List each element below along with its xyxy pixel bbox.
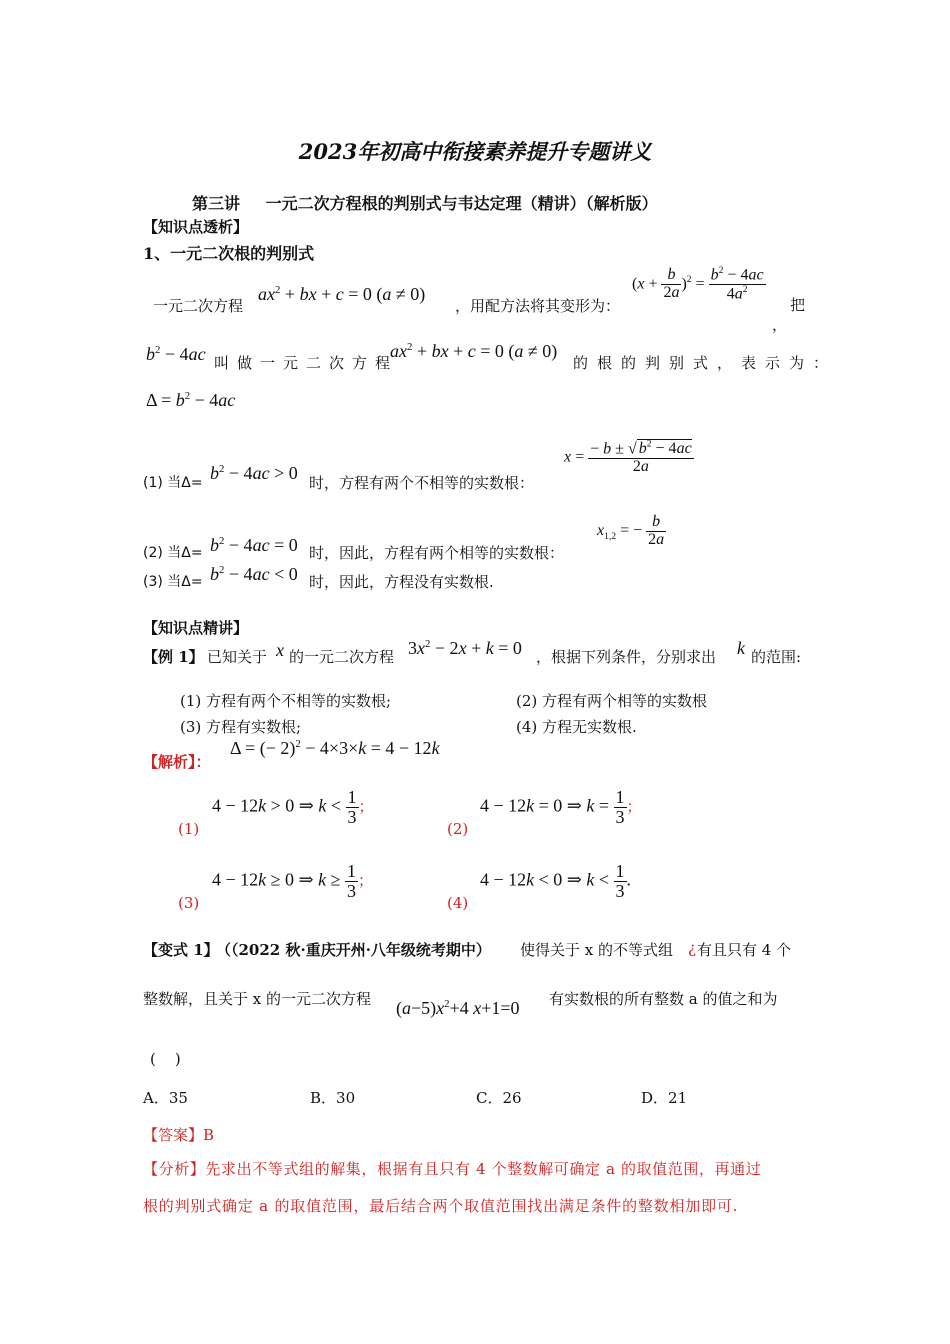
- example1-q2: (2) 方程有两个相等的实数根: [516, 692, 708, 710]
- example1-var-x: x: [276, 640, 284, 660]
- variant1-equation: $(a-5)x^2+4$ x+1=0: [396, 998, 520, 1018]
- jiexi-delta: Δ = (− 2)$^2$ − 4×3×k = 4 − 12k: [230, 738, 440, 758]
- variant1-line2-b: 有实数根的所有整数 a 的值之和为: [549, 990, 778, 1008]
- solution1: 4 − 12k > 0 ⇒ k < $\frac{1}{3}$ ；: [212, 787, 374, 827]
- variant1-text-a: 使得关于 x 的不等式组: [520, 941, 673, 959]
- jiexi-label: 【解析】：: [143, 753, 211, 771]
- variant1-line2-a: 整数解，且关于 x 的一元二次方程: [143, 990, 371, 1008]
- variant1-label: 【变式 1】: [143, 941, 219, 959]
- option-b[interactable]: B．30: [310, 1089, 356, 1107]
- case2-condition: $b^2 - 4ac = 0$: [210, 535, 298, 555]
- variant1-source: （（2022 秋·重庆开州·八年级统考期中）: [216, 941, 491, 959]
- case2-text: 时，因此，方程有两个相等的实数根：: [309, 544, 565, 562]
- solution1-label: (1): [178, 820, 200, 838]
- section-heading: 1、一元二次根的判别式: [143, 244, 315, 263]
- solution4-label: (4): [447, 894, 469, 912]
- case1-text: 时，方程有两个不相等的实数根：: [309, 474, 535, 492]
- case1-condition: $b^2 - 4ac > 0$: [210, 463, 298, 483]
- case1-prefix: (1) 当Δ=: [143, 475, 203, 491]
- example1-text-a: 已知关于: [207, 648, 268, 666]
- variant1-glyph: ¿: [688, 939, 697, 957]
- answer: 【答案】B: [143, 1126, 215, 1144]
- p2-text: 叫做一元二次方程: [214, 354, 399, 372]
- p1-comma: ，: [772, 316, 788, 334]
- example1-text-b: 的一元二次方程: [289, 648, 395, 666]
- example1-q1: (1) 方程有两个不相等的实数根;: [180, 692, 392, 710]
- case2-prefix: (2) 当Δ=: [143, 545, 203, 561]
- p2-text-b: 的根的判别式，表示为：: [573, 354, 838, 372]
- p1-text-b: ，用配方法将其变形为：: [455, 297, 621, 315]
- solution4: 4 − 12k < 0 ⇒ k < $\frac{1}{3}$ .: [480, 861, 632, 901]
- solution3: 4 − 12k ≥ 0 ⇒ k ≥ $\frac{1}{3}$ ；: [212, 861, 374, 901]
- case2-root-formula: $x_{1,2}$ = − $\frac{b}{2a}$: [597, 513, 665, 548]
- option-d[interactable]: D．21: [641, 1089, 688, 1107]
- case3-prefix: (3) 当Δ=: [143, 574, 203, 590]
- variant1-text-b: 有且只有 4 个: [697, 941, 792, 959]
- analysis-line2: 根的判别式确定 a 的取值范围，最后结合两个取值范围找出满足条件的整数相加即可.: [143, 1197, 739, 1215]
- p1-text-a: 一元二次方程: [153, 297, 244, 315]
- example1-q3: (3) 方程有实数根;: [180, 718, 302, 736]
- case1-root-formula: x = $\frac{- b \pm √ b^2 - 4ac}{2a}$: [564, 439, 692, 476]
- jingjiang-tag: 【知识点精讲】: [143, 619, 249, 637]
- example1-equation: $3x^2 - 2x + k = 0$: [408, 638, 522, 658]
- p1-text-c: 把: [790, 296, 806, 314]
- page-title: 2023年初高中衔接素养提升专题讲义: [298, 139, 652, 164]
- section-tag: 【知识点透析】: [143, 218, 249, 236]
- variant1-paren: ( ): [150, 1050, 181, 1068]
- case3-text: 时，因此，方程没有实数根.: [309, 573, 494, 591]
- example1-text-c: ，根据下列条件，分别求出: [536, 648, 717, 666]
- example1-label: 【例 1】: [143, 648, 204, 666]
- option-a[interactable]: A．35: [143, 1089, 188, 1107]
- example1-text-d: 的范围:: [751, 648, 802, 666]
- example1-var-k: k: [737, 638, 745, 658]
- option-c[interactable]: C．26: [476, 1089, 522, 1107]
- p1-equation: $ax^2$ + bx + c = 0 (a ≠ 0): [258, 284, 426, 304]
- solution2-label: (2): [447, 820, 469, 838]
- p2-expression: $b^2 - 4ac$: [146, 344, 206, 364]
- example1-q4: (4) 方程无实数根.: [516, 718, 637, 736]
- analysis-line1: 【分析】先求出不等式组的解集，根据有且只有 4 个整数解可确定 a 的取值范围，再通过: [143, 1160, 762, 1178]
- lecture-subtitle: 第三讲 一元二次方程根的判别式与韦达定理（精讲）（解析版）: [192, 194, 658, 213]
- solution3-label: (3): [178, 894, 200, 912]
- solution2: 4 − 12k = 0 ⇒ k = $\frac{1}{3}$ ；: [480, 787, 642, 827]
- case3-condition: $b^2 - 4ac < 0$: [210, 564, 298, 584]
- p2-equation: $ax^2$ + bx + c = 0 (a ≠ 0): [390, 341, 558, 361]
- p1-completed-square: (x + $\frac{b}{2a}$ )$^2$ = $\frac{b^2 - 4ac}{4a^2}$: [632, 265, 764, 303]
- delta-definition: $\Delta = b^2 - 4ac$: [146, 390, 236, 410]
